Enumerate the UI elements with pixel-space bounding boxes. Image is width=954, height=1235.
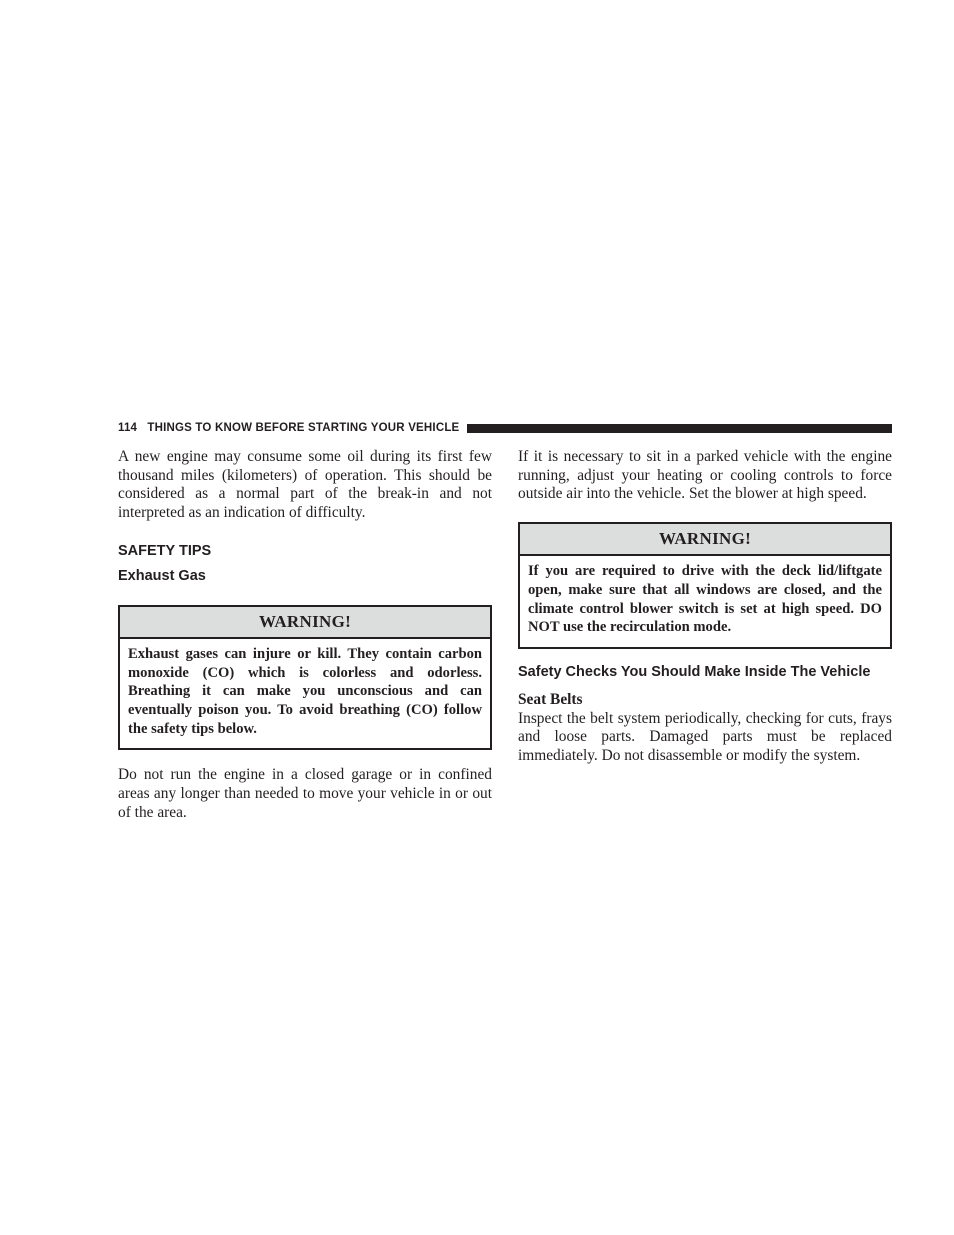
liftgate-warning-box [518,522,892,649]
seat-belts-paragraph: Inspect the belt system periodically, checking for cuts, frays and loose parts. Damaged parts must be replaced immediately. Do not disassemble or modify the system. [518,709,892,765]
page-header-text [118,422,459,434]
chapter-title: THINGS TO KNOW BEFORE STARTING YOUR VEHICLE [147,422,460,434]
safety-tips-heading: SAFETY TIPS [118,542,212,559]
oil-consumption-paragraph: A new engine may consume some oil during its first few thousand miles (kilometers) of operation. This should be considered as a normal part of the break-in and not interpreted as an indication of difficulty. [118,448,492,522]
warning-title: WARNING! [120,607,490,639]
closed-garage-paragraph: Do not run the engine in a closed garage or in confined areas any longer than needed to move your vehicle in or out of the area. [118,766,492,821]
exhaust-gas-heading: Exhaust Gas [118,567,206,584]
header-rule [467,424,892,433]
seat-belts-heading: Seat Belts [518,690,583,708]
warning-body: Exhaust gases can injure or kill. They contain carbon monoxide (CO) which is colorless and odorless. Breathing it can make you unconscious and can eventually poison you. To avoid breathing (CO) follow the safety tips below. [128,645,482,737]
exhaust-gas-warning-box [118,605,492,751]
warning-title: WARNING! [520,524,890,556]
page-number: 114 [118,422,138,434]
left-column [118,448,492,822]
right-column [518,448,892,766]
parked-vehicle-paragraph: If it is necessary to sit in a parked vehicle with the engine running, adjust your heating or cooling controls to force outside air into the vehicle. Set the blower at high speed. [518,448,892,503]
page-header [118,419,892,437]
safety-checks-heading: Safety Checks You Should Make Inside The Vehicle [518,663,871,680]
warning-body: If you are required to drive with the deck lid/liftgate open, make sure that all windows are closed, and the climate control blower switch is set at high speed. DO NOT use the recirculation mode. [528,563,882,636]
